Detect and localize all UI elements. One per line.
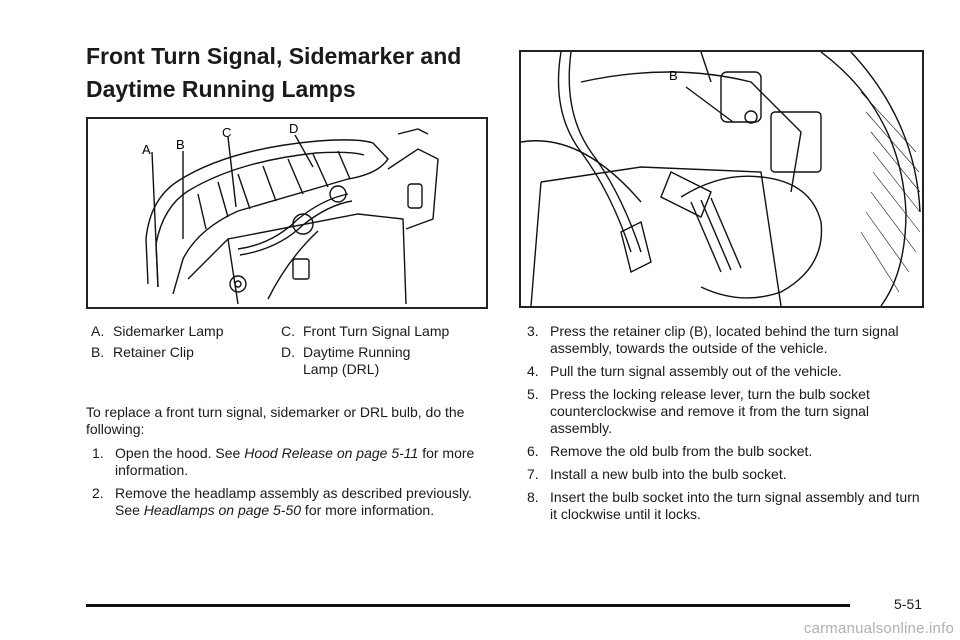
figure-legend bbox=[91, 323, 491, 378]
step-text-part: Remove the headlamp assembly as described previously. See bbox=[115, 485, 472, 518]
callout-d: D bbox=[289, 121, 299, 136]
step-item bbox=[527, 386, 927, 437]
callout-b: B bbox=[176, 137, 185, 152]
step-text bbox=[115, 445, 492, 479]
step-number: 3. bbox=[527, 323, 539, 339]
step-number: 1. bbox=[92, 445, 104, 461]
step-number: 2. bbox=[92, 485, 104, 501]
step-text: Remove the old bulb from the bulb socket. bbox=[550, 443, 813, 459]
steps-list bbox=[92, 445, 492, 525]
callout-b: B bbox=[669, 68, 678, 83]
step-text-part: for more information. bbox=[301, 502, 435, 518]
intro-paragraph: To replace a front turn signal, sidemarker or DRL bulb, do the following: bbox=[86, 404, 465, 437]
step-text: Install a new bulb into the bulb socket. bbox=[550, 466, 787, 482]
step-number: 7. bbox=[527, 466, 539, 482]
page-number: 5-51 bbox=[894, 596, 923, 612]
step-item bbox=[527, 489, 927, 523]
lamp-assembly-drawing bbox=[88, 119, 486, 307]
cross-reference-link[interactable]: Headlamps on page 5-50 bbox=[143, 502, 302, 518]
step-text: Press the locking release lever, turn the bulb socket counterclockwise and remove it from the turn signal assembly. bbox=[550, 386, 870, 436]
page-title: Front Turn Signal, Sidemarker and Daytime Running Lamps bbox=[86, 43, 462, 102]
turn-signal-socket-illustration bbox=[519, 50, 924, 308]
step-number: 6. bbox=[527, 443, 539, 459]
legend-text: Sidemarker Lamp bbox=[113, 323, 224, 339]
cross-reference-link[interactable]: Hood Release on page 5-11 bbox=[244, 445, 419, 461]
step-number: 4. bbox=[527, 363, 539, 379]
step-text-part: Open the hood. See bbox=[115, 445, 245, 461]
legend-letter: B. bbox=[91, 344, 105, 360]
step-text: Insert the bulb socket into the turn signal assembly and turn it clockwise until it locks. bbox=[550, 489, 920, 522]
legend-letter: D. bbox=[281, 344, 295, 360]
step-text-part: for more information. bbox=[115, 445, 475, 478]
step-item bbox=[92, 485, 492, 519]
step-item bbox=[527, 466, 927, 483]
watermark: carmanualsonline.info bbox=[803, 620, 954, 637]
step-number: 5. bbox=[527, 386, 539, 402]
steps-list-continued bbox=[527, 323, 927, 529]
turn-signal-socket-drawing bbox=[521, 52, 922, 306]
step-item bbox=[527, 443, 927, 460]
legend-text: Retainer Clip bbox=[113, 344, 194, 360]
footer-divider bbox=[86, 604, 850, 607]
step-item bbox=[527, 323, 927, 357]
step-number: 8. bbox=[527, 489, 539, 505]
legend-item bbox=[91, 344, 281, 378]
legend-text: Front Turn Signal Lamp bbox=[303, 323, 450, 339]
step-text: Pull the turn signal assembly out of the vehicle. bbox=[550, 363, 842, 379]
lamp-assembly-illustration bbox=[86, 117, 488, 309]
legend-item bbox=[281, 323, 491, 340]
legend-letter: A. bbox=[91, 323, 105, 339]
step-item bbox=[92, 445, 492, 479]
legend-item bbox=[281, 344, 491, 378]
legend-letter: C. bbox=[281, 323, 295, 339]
legend-text: Daytime Running Lamp (DRL) bbox=[303, 344, 411, 377]
step-text: Press the retainer clip (B), located behind the turn signal assembly, towards the outside of the vehicle. bbox=[550, 323, 899, 356]
step-item bbox=[527, 363, 927, 380]
callout-c: C bbox=[222, 125, 232, 140]
callout-a: A bbox=[142, 142, 151, 157]
step-text bbox=[115, 485, 492, 519]
legend-item bbox=[91, 323, 281, 340]
